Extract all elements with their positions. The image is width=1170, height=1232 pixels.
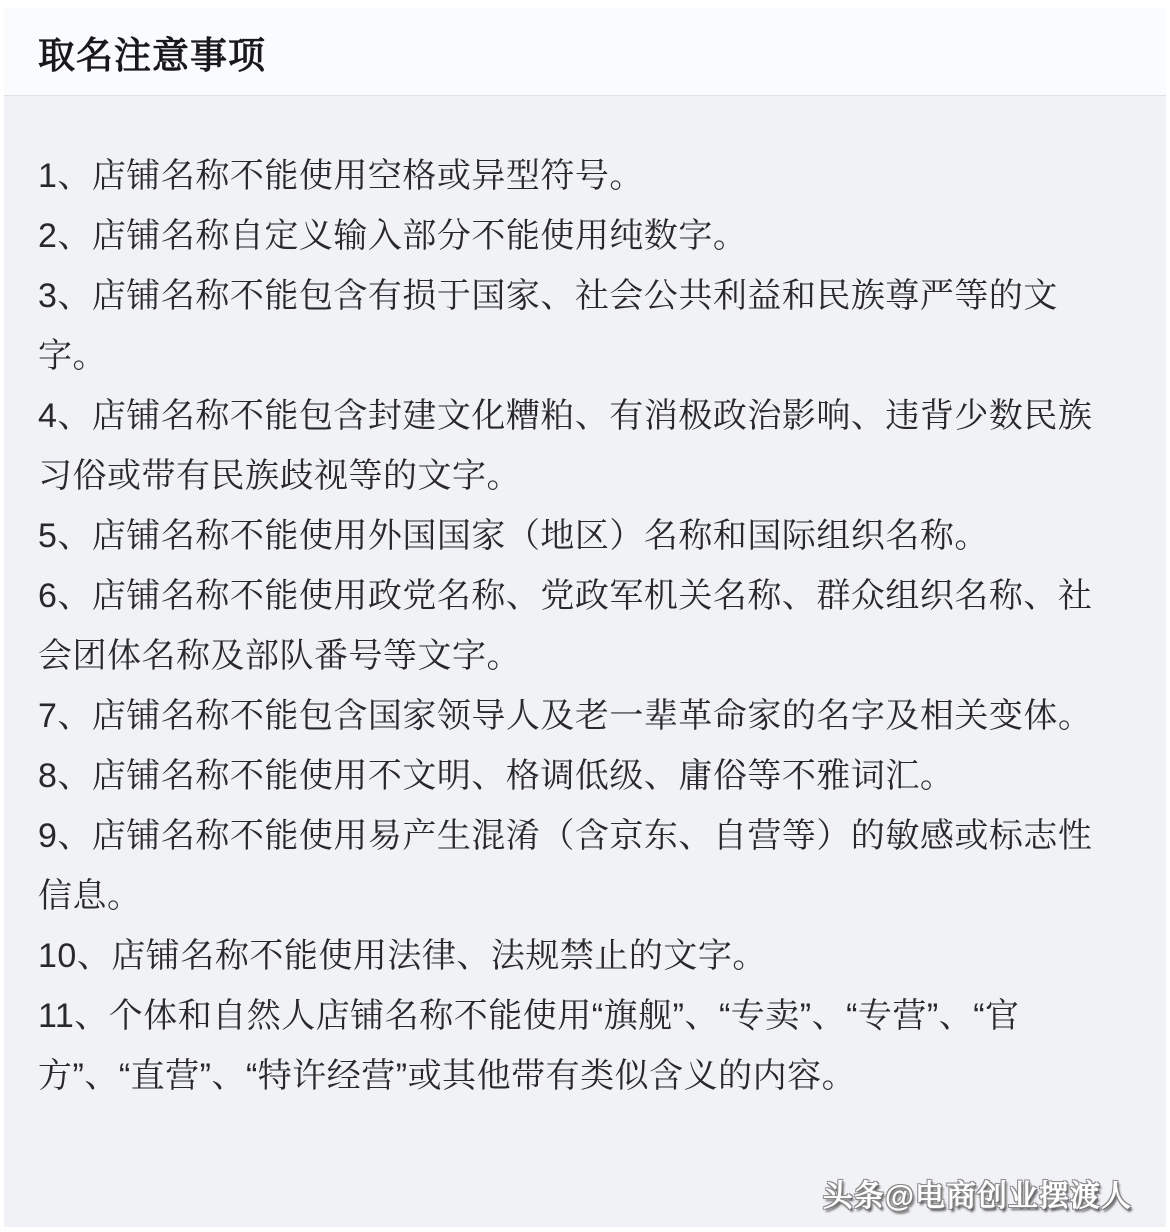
notice-item-2: 2、店铺名称自定义输入部分不能使用纯数字。 — [38, 217, 748, 255]
watermark: 头条@电商创业摆渡人 — [822, 1180, 1132, 1213]
notice-item-1: 1、店铺名称不能使用空格或异型符号。 — [38, 157, 644, 195]
notice-item-5: 5、店铺名称不能使用外国国家（地区）名称和国际组织名称。 — [38, 517, 989, 555]
page-title: 取名注意事项 — [38, 34, 266, 76]
notice-item-9: 9、店铺名称不能使用易产生混淆（含京东、自营等）的敏感或标志性信息。 — [38, 817, 1093, 915]
notice-item-11: 11、个体和自然人店铺名称不能使用“旗舰”、“专卖”、“专营”、“官方”、“直营”、“特许经营”或其他带有类似含义的内容。 — [38, 997, 1020, 1095]
panel-header — [4, 8, 1166, 96]
notice-list — [4, 96, 1166, 1106]
notice-item-10: 10、店铺名称不能使用法律、法规禁止的文字。 — [38, 937, 767, 975]
notice-item-8: 8、店铺名称不能使用不文明、格调低级、庸俗等不雅词汇。 — [38, 757, 955, 795]
notice-item-3: 3、店铺名称不能包含有损于国家、社会公共利益和民族尊严等的文字。 — [38, 277, 1058, 375]
notice-item-6: 6、店铺名称不能使用政党名称、党政军机关名称、群众组织名称、社会团体名称及部队番号等文字。 — [38, 577, 1093, 675]
notice-item-7: 7、店铺名称不能包含国家领导人及老一辈革命家的名字及相关变体。 — [38, 697, 1093, 735]
notice-item-4: 4、店铺名称不能包含封建文化糟粕、有消极政治影响、违背少数民族习俗或带有民族歧视等的文字。 — [38, 397, 1093, 495]
notice-panel — [4, 8, 1166, 1227]
